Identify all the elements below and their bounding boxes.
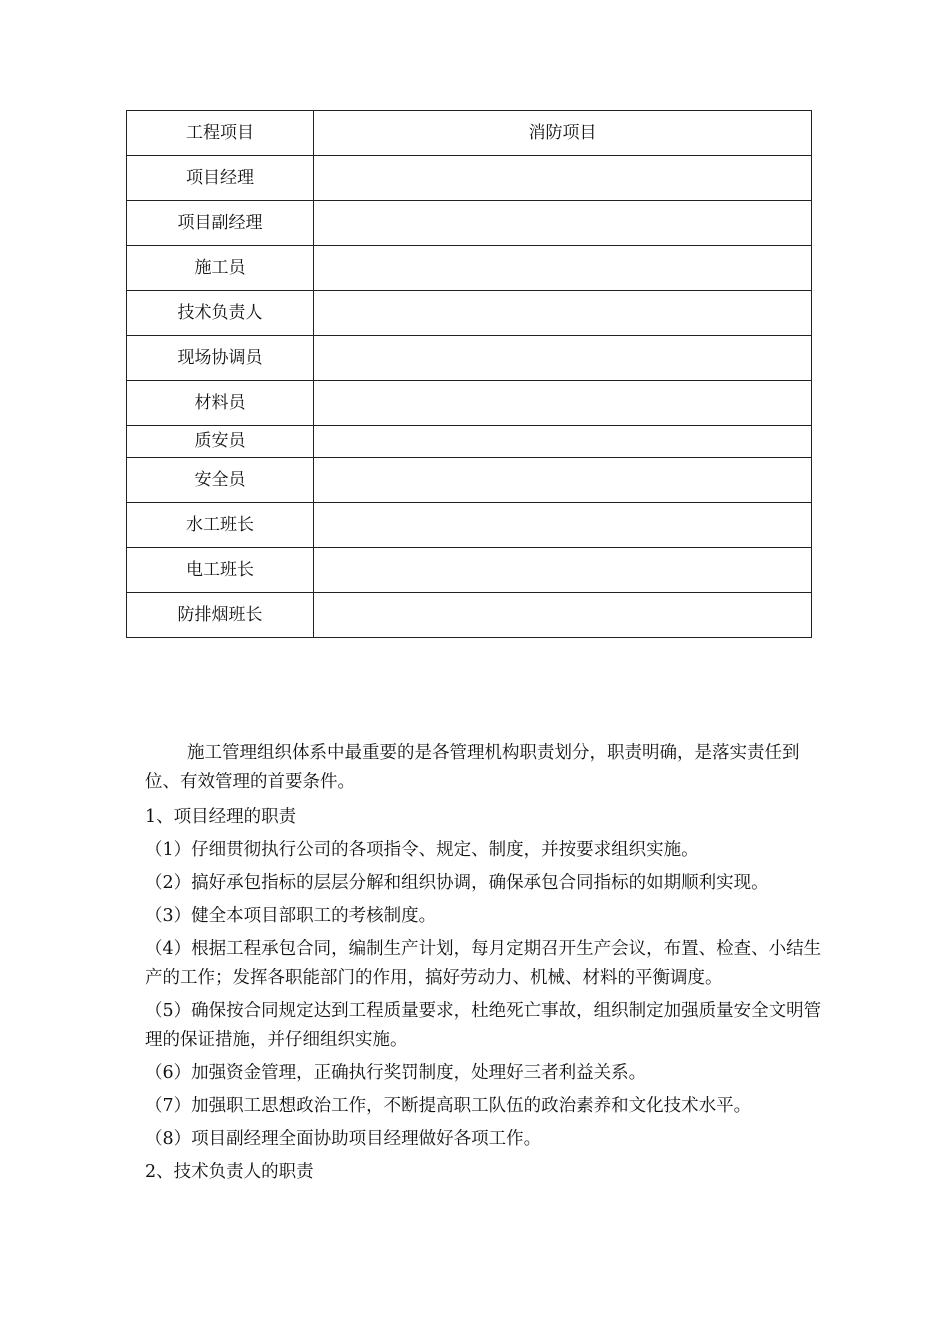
duty-item: （7）加强职工思想政治工作，不断提高职工队伍的政治素养和文化技术水平。 bbox=[145, 1096, 752, 1116]
table-row bbox=[127, 156, 812, 201]
role-cell: 材料员 bbox=[127, 381, 314, 426]
role-cell: 项目副经理 bbox=[127, 201, 314, 246]
role-cell: 安全员 bbox=[127, 458, 314, 503]
table-row bbox=[127, 458, 812, 503]
role-cell: 施工员 bbox=[127, 246, 314, 291]
value-cell bbox=[314, 336, 812, 381]
table-row bbox=[127, 201, 812, 246]
value-cell bbox=[314, 201, 812, 246]
table-row bbox=[127, 336, 812, 381]
duty-item: （8）项目副经理全面协助项目经理做好各项工作。 bbox=[145, 1129, 542, 1149]
duty-item: （1）仔细贯彻执行公司的各项指令、规定、制度，并按要求组织实施。 bbox=[145, 840, 699, 860]
duty-item: （4）根据工程承包合同，编制生产计划，每月定期召开生产会议，布置、检查、小结生产的工作；发挥各职能部门的作用，搞好劳动力、机械、材料的平衡调度。 bbox=[145, 939, 822, 988]
table-row bbox=[127, 381, 812, 426]
value-cell bbox=[314, 381, 812, 426]
section-heading-project-manager: 1、项目经理的职责 bbox=[145, 807, 297, 827]
value-cell bbox=[314, 458, 812, 503]
role-cell: 现场协调员 bbox=[127, 336, 314, 381]
value-cell bbox=[314, 548, 812, 593]
duty-item: （6）加强资金管理，正确执行奖罚制度，处理好三者利益关系。 bbox=[145, 1063, 647, 1083]
value-cell bbox=[314, 246, 812, 291]
role-cell: 水工班长 bbox=[127, 503, 314, 548]
table-row bbox=[127, 503, 812, 548]
body-text bbox=[145, 739, 825, 1191]
value-cell bbox=[314, 503, 812, 548]
duty-item: （2）搞好承包指标的层层分解和组织协调，确保承包合同指标的如期顺利实现。 bbox=[145, 873, 769, 893]
table-header-row bbox=[127, 111, 812, 156]
table-row bbox=[127, 593, 812, 638]
duty-item: （3）健全本项目部职工的考核制度。 bbox=[145, 906, 437, 926]
table-row bbox=[127, 291, 812, 336]
value-cell bbox=[314, 593, 812, 638]
duty-item: （5）确保按合同规定达到工程质量要求，杜绝死亡事故，组织制定加强质量安全文明管理的保证措施，并仔细组织实施。 bbox=[145, 1001, 822, 1050]
role-cell: 技术负责人 bbox=[127, 291, 314, 336]
intro-paragraph: 施工管理组织体系中最重要的是各管理机构职责划分，职责明确，是落实责任到位、有效管理的首要条件。 bbox=[145, 743, 800, 792]
table-row bbox=[127, 548, 812, 593]
value-cell bbox=[314, 426, 812, 458]
value-cell bbox=[314, 291, 812, 336]
table-row bbox=[127, 246, 812, 291]
role-cell: 防排烟班长 bbox=[127, 593, 314, 638]
role-assignment-table bbox=[126, 110, 812, 638]
header-fire-project: 消防项目 bbox=[314, 111, 812, 156]
header-project-type: 工程项目 bbox=[127, 111, 314, 156]
role-cell: 质安员 bbox=[127, 426, 314, 458]
role-cell: 项目经理 bbox=[127, 156, 314, 201]
section-heading-technical-lead: 2、技术负责人的职责 bbox=[145, 1162, 314, 1182]
role-cell: 电工班长 bbox=[127, 548, 314, 593]
value-cell bbox=[314, 156, 812, 201]
table-row bbox=[127, 426, 812, 458]
